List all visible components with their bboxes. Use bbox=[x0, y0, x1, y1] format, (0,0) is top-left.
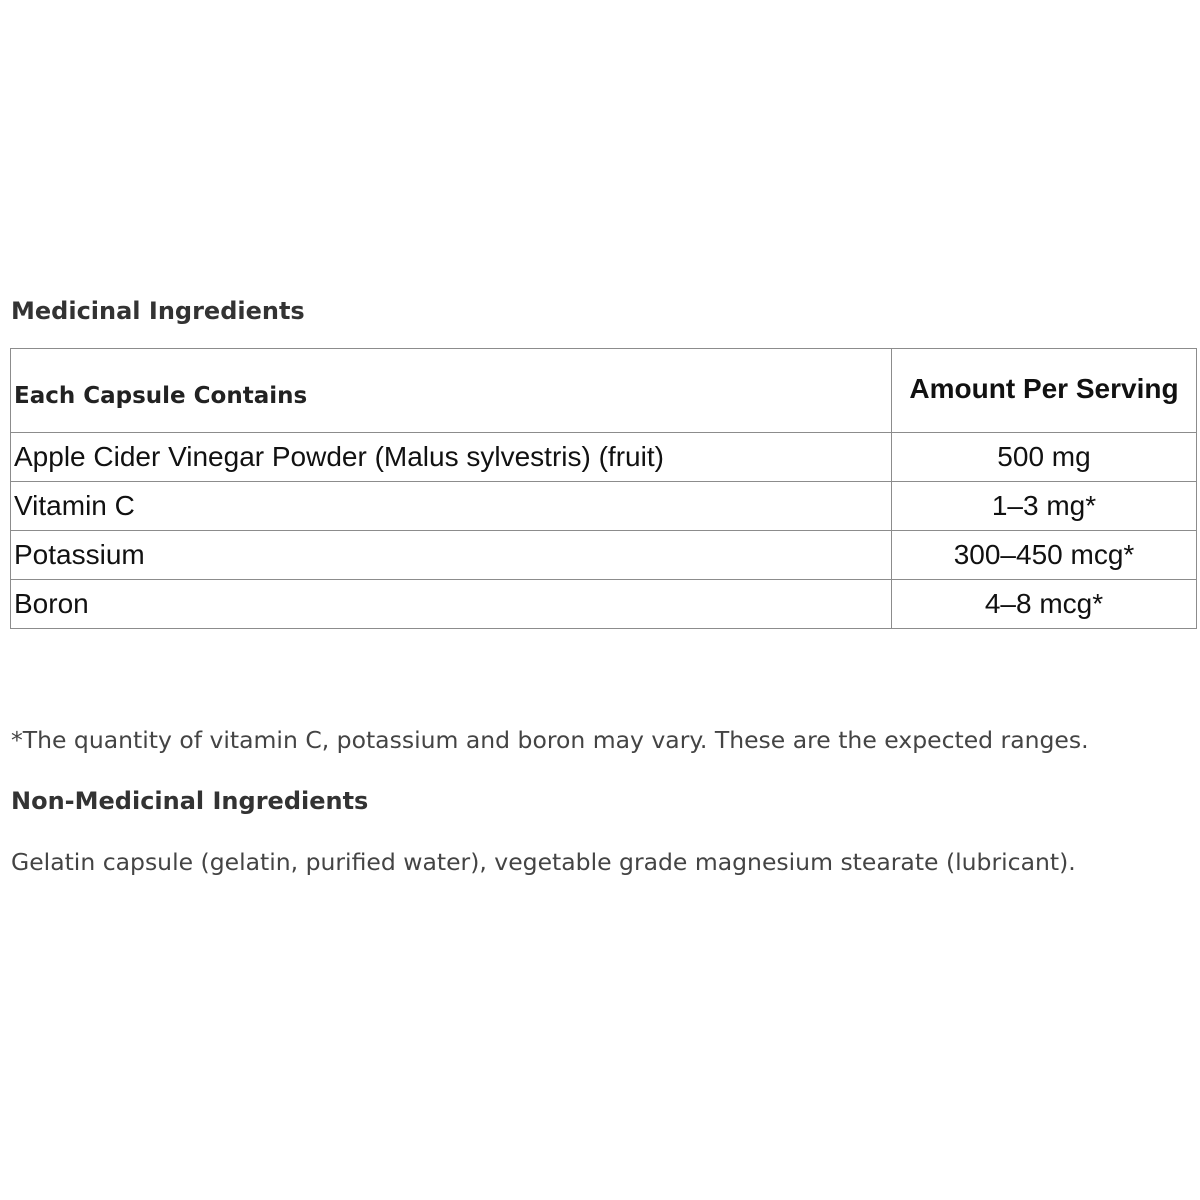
table-header-row bbox=[11, 349, 1197, 433]
ingredient-name: Potassium bbox=[11, 531, 892, 580]
header-amount-per-serving: Amount Per Serving bbox=[892, 349, 1197, 433]
ingredient-amount: 300–450 mcg* bbox=[892, 531, 1197, 580]
ingredient-name: Apple Cider Vinegar Powder (Malus sylvestris) (fruit) bbox=[11, 433, 892, 482]
non-medicinal-ingredients-heading: Non-Medicinal Ingredients bbox=[11, 787, 369, 815]
non-medicinal-ingredients-text: Gelatin capsule (gelatin, purified water), vegetable grade magnesium stearate (lubricant). bbox=[11, 848, 1076, 876]
medicinal-ingredients-table bbox=[10, 348, 1197, 629]
table-row bbox=[11, 531, 1197, 580]
ingredient-amount: 1–3 mg* bbox=[892, 482, 1197, 531]
table-row bbox=[11, 433, 1197, 482]
ingredient-amount: 500 mg bbox=[892, 433, 1197, 482]
medicinal-ingredients-heading: Medicinal Ingredients bbox=[11, 297, 305, 325]
quantity-footnote: *The quantity of vitamin C, potassium and boron may vary. These are the expected ranges. bbox=[11, 726, 1089, 754]
header-each-capsule-contains: Each Capsule Contains bbox=[11, 349, 892, 433]
ingredient-amount: 4–8 mcg* bbox=[892, 580, 1197, 629]
table-row bbox=[11, 482, 1197, 531]
ingredient-name: Boron bbox=[11, 580, 892, 629]
ingredient-name: Vitamin C bbox=[11, 482, 892, 531]
table-row bbox=[11, 580, 1197, 629]
